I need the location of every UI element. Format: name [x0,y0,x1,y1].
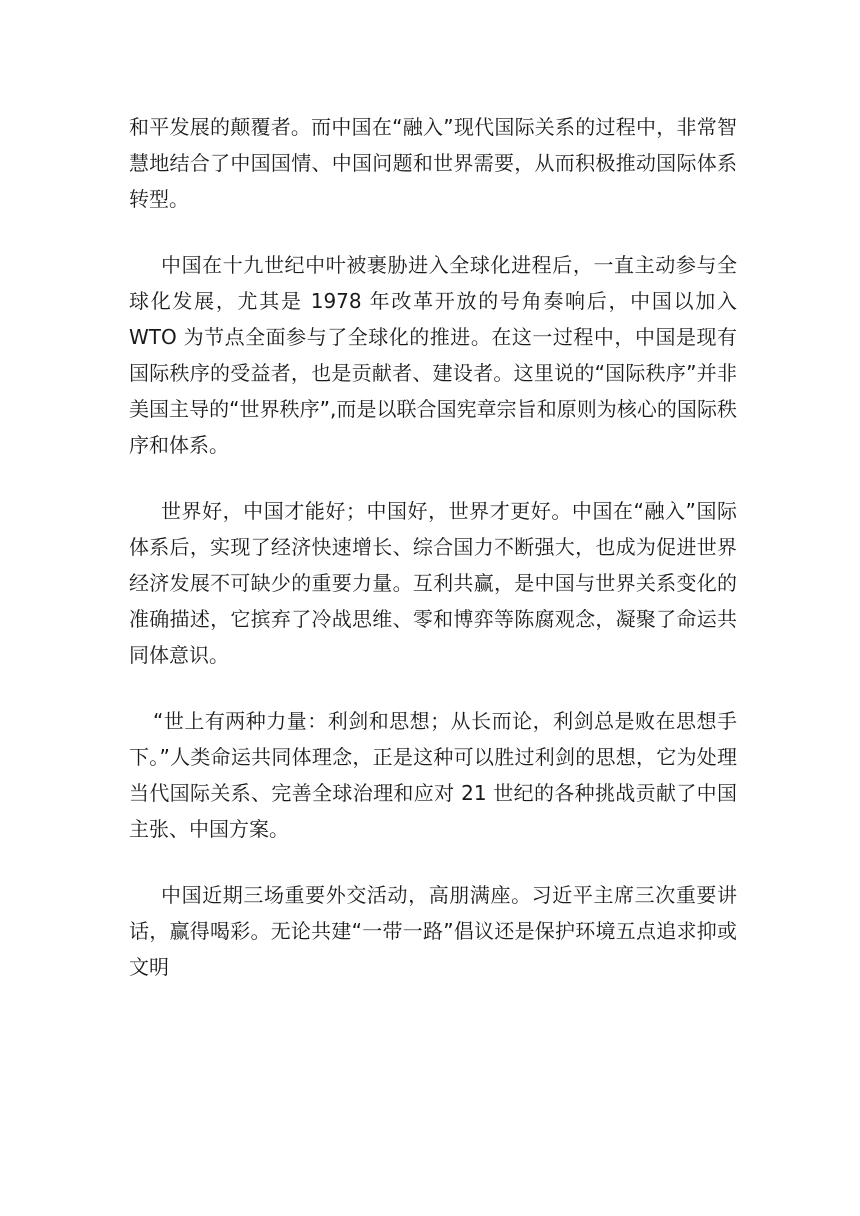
paragraph-5: 中国近期三场重要外交活动，高朋满座。习近平主席三次重要讲话，赢得喝彩。无论共建“一带一路”倡议还是保护环境五点追求抑或文明 [129,883,737,979]
document-body [129,109,737,1015]
paragraph-4: “世上有两种力量：利剑和思想；从长而论，利剑总是败在思想手下。”人类命运共同体理念，正是这种可以胜过利剑的思想，它为处理当代国际关系、完善全球治理和应对 21 世纪的各种挑战贡献了中国主张、中国方案。 [129,709,737,841]
paragraph-1: 和平发展的颠覆者。而中国在“融入”现代国际关系的过程中，非常智慧地结合了中国国情、中国问题和世界需要，从而积极推动国际体系转型。 [129,115,737,211]
paragraph-3: 世界好，中国才能好；中国好，世界才更好。中国在“融入”国际体系后，实现了经济快速增长、综合国力不断强大，也成为促进世界经济发展不可缺少的重要力量。互利共赢，是中国与世界关系变化的准确描述，它摈弃了冷战思维、零和博弈等陈腐观念，凝聚了命运共同体意识。 [129,499,737,667]
paragraph-2: 中国在十九世纪中叶被裹胁进入全球化进程后，一直主动参与全球化发展，尤其是 1978 年改革开放的号角奏响后，中国以加入 WTO 为节点全面参与了全球化的推进。在这一过程中，中国是现有国际秩序的受益者，也是贡献者、建设者。这里说的“国际秩序”并非美国主导的“世界秩序”,而是以联合国宪章宗旨和原则为核心的国际秩序和体系。 [129,253,737,457]
